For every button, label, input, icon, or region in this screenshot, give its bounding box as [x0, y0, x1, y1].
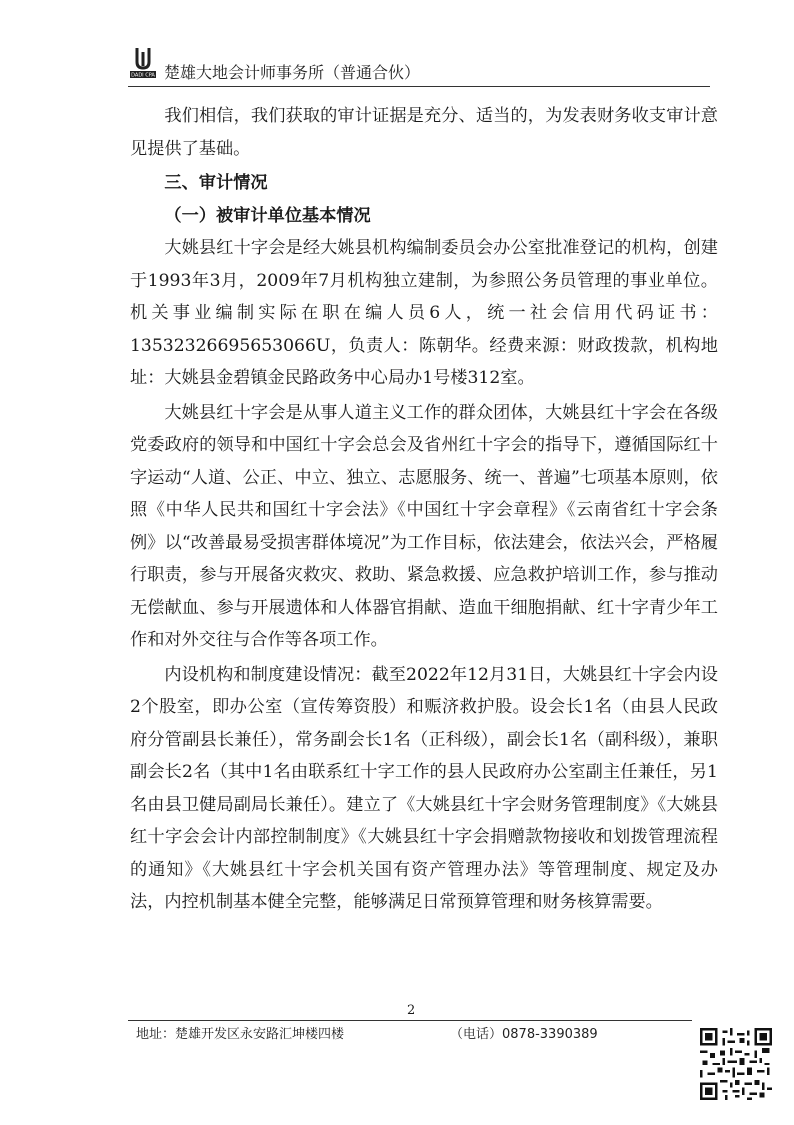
paragraph-mission: 大姚县红十字会是从事人道主义工作的群众团体，大姚县红十字会在各级党委政府的领导和中国红十字会总会及省州红十字会的指导下，遵循国际红十字运动“人道、公正、中立、独立、志愿服务、统一、普遍”七项基本原则，依照《中华人民共和国红十字会法》《中国红十字会章程》《云南省红十字会条例》以“改善最易受损害群体境况”为工作目标，依法建会，依法兴会，严格履行职责，参与开展备灾救灾、救助、紧急救援、应急救护培训工作，参与推动无偿献血、参与开展遗体和人体器官捐献、造血干细胞捐献、红十字青少年工作和对外交往与合作等各项工作。: [130, 402, 718, 650]
logo-text: DADI CPA: [131, 72, 155, 79]
section-heading: 三、审计情况: [164, 173, 268, 193]
footer-phone: （电话）0878-3390389: [450, 1027, 598, 1042]
letterhead: [128, 46, 728, 86]
firm-name: 楚雄大地会计师事务所（普通合伙）: [164, 63, 421, 82]
footer-address: 地址：楚雄开发区永安路汇坤楼四楼: [136, 1027, 345, 1042]
footer-divider: [128, 1020, 692, 1021]
document-body: [130, 100, 718, 919]
subsection-heading: （一）被审计单位基本情况: [164, 205, 371, 226]
firm-logo-icon: [128, 46, 158, 80]
paragraph-structure: 内设机构和制度建设情况：截至2022年12月31日，大姚县红十字会内设2个股室，即办公室（宣传筹资股）和赈济救护股。设会长1名（由县人民政府分管副县长兼任），常务副会长1名（正科级），副会长1名（副科级），兼职副会长2名（其中1名由联系红十字工作的县人民政府办公室副主任兼任，另1名由县卫健局副局长兼任）。建立了《大姚县红十字会财务管理制度》《大姚县红十字会会计内部控制制度》《大姚县红十字会捐赠款物接收和划拨管理流程的通知》《大姚县红十字会机关国有资产管理办法》等管理制度、规定及办法，内控机制基本健全完整，能够满足日常预算管理和财务核算需要。: [130, 664, 718, 912]
page-number: 2: [407, 1003, 416, 1018]
header-divider: [128, 86, 710, 87]
paragraph-audit-evidence: 我们相信，我们获取的审计证据是充分、适当的，为发表财务收支审计意见提供了基础。: [130, 106, 718, 159]
paragraph-basic-info: 大姚县红十字会是经大姚县机构编制委员会办公室批准登记的机构，创建于1993年3月，2009年7月机构独立建制，为参照公务员管理的事业单位。机关事业编制实际在职在编人员6人，统一社会信用代码证书：13532326695653066U，负责人：陈朝华。经费来源：财政拨款，机构地址：大姚县金碧镇金民路政务中心局办1号楼312室。: [130, 238, 718, 388]
qr-code-icon: [700, 1028, 772, 1100]
